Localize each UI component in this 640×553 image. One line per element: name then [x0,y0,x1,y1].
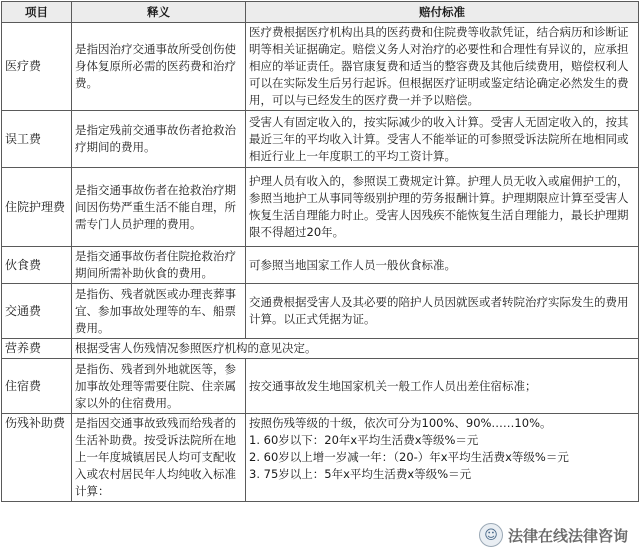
definition-cell: 是指因交通事故致残而给残者的生活补助费。按受诉法院所在地上一年度城镇居民人均可支配收入或农村居民年人均纯收入标准计算： [72,414,246,502]
item-cell: 伤残补助费 [2,414,72,502]
standard-line: 3. 75岁以上：5年x平均生活费x等级%＝元 [249,467,472,481]
standard-line: 按交通事故发生地国家机关一般工作人员出差住宿标准； [249,378,537,393]
merged-cell: 根据受害人伤残情况参照医疗机构的意见决定。 [72,339,639,359]
item-cell: 误工费 [2,111,72,168]
standard-line: 1. 60岁以下：20年x平均生活费x等级%＝元 [249,433,479,447]
definition-cell: 是指伤、残者到外地就医等，参加事故处理等需要住院、住亲属家以外的住宿费用。 [72,359,246,414]
header-row [2,2,639,23]
definition-cell: 是指因治疗交通事故所受创伤使身体复原所必需的医药费和治疗费。 [72,23,246,111]
table-row [2,359,639,414]
standard-cell [246,284,639,339]
table-row [2,247,639,284]
compensation-table [1,1,639,502]
definition-cell: 是指定残前交通事故伤者抢救治疗期间的费用。 [72,111,246,168]
item-cell: 住宿费 [2,359,72,414]
standard-line: 医疗费根据医疗机构出具的医药费和住院费等收款凭证，结合病历和诊断证明等相关证据确定。赔偿义务人对治疗的必要性和合理性有异议的，应承担相应的举证责任。器官康复费和适当的整容费及其他后续费用，赔偿权利人可以在实际发生后另行起诉。但根据医疗证明或鉴定结论确定必然发生的费用，可以与已经发生的医疗费一并予以赔偿。 [249,25,629,107]
definition-cell: 是指交通事故伤者在抢救治疗期间因伤势严重生活不能自理，所需专门人员护理的费用。 [72,168,246,247]
standard-cell [246,414,639,502]
standard-cell [246,247,639,284]
header-standard: 赔付标准 [246,2,639,23]
table-row [2,168,639,247]
header-definition: 释义 [72,2,246,23]
table-row [2,339,639,359]
watermark-text: 法律在线法律咨询 [507,526,628,545]
standard-cell [246,111,639,168]
standard-line: 可参照当地国家工作人员一般伙食标准。 [249,257,456,272]
standard-line: 2. 60岁以上增一岁减一年：（20-）年x平均生活费x等级%＝元 [249,450,569,464]
definition-cell: 是指交通事故伤者住院抢救治疗期间所需补助伙食的费用。 [72,247,246,284]
item-cell: 伙食费 [2,247,72,284]
standard-line: 受害人有固定收入的，按实际减少的收入计算。受害人无固定收入的，按其最近三年的平均收入计算。受害人不能举证的可参照受诉法院所在地相同或相近行业上一年度职工的平均工资计算。 [249,114,629,163]
table-row [2,414,639,502]
standard-cell [246,168,639,247]
watermark [479,523,628,547]
table-row [2,23,639,111]
header-item: 项目 [2,2,72,23]
chat-bubble-icon: ☺ [479,523,503,547]
item-cell: 住院护理费 [2,168,72,247]
item-cell: 交通费 [2,284,72,339]
table-row [2,284,639,339]
item-cell: 营养费 [2,339,72,359]
standard-line: 交通费根据受害人及其必要的陪护人员因就医或者转院治疗实际发生的费用计算。以正式凭据为证。 [249,295,629,326]
standard-cell [246,23,639,111]
standard-line: 护理人员有收入的，参照误工费规定计算。护理人员无收入或雇佣护工的，参照当地护工从事同等级别护理的劳务报酬计算。护理期限应计算至受害人恢复生活自理能力时止。受害人因残疾不能恢复生活自理能力，最长护理期限不得超过20年。 [249,174,629,239]
table-row [2,111,639,168]
item-cell: 医疗费 [2,23,72,111]
standard-cell [246,359,639,414]
standard-line: 按照伤残等级的十级，依次可分为100%、90%……10%。 [249,416,552,430]
definition-cell: 是指伤、残者就医或办理丧葬事宜、参加事故处理等的车、船票费用。 [72,284,246,339]
